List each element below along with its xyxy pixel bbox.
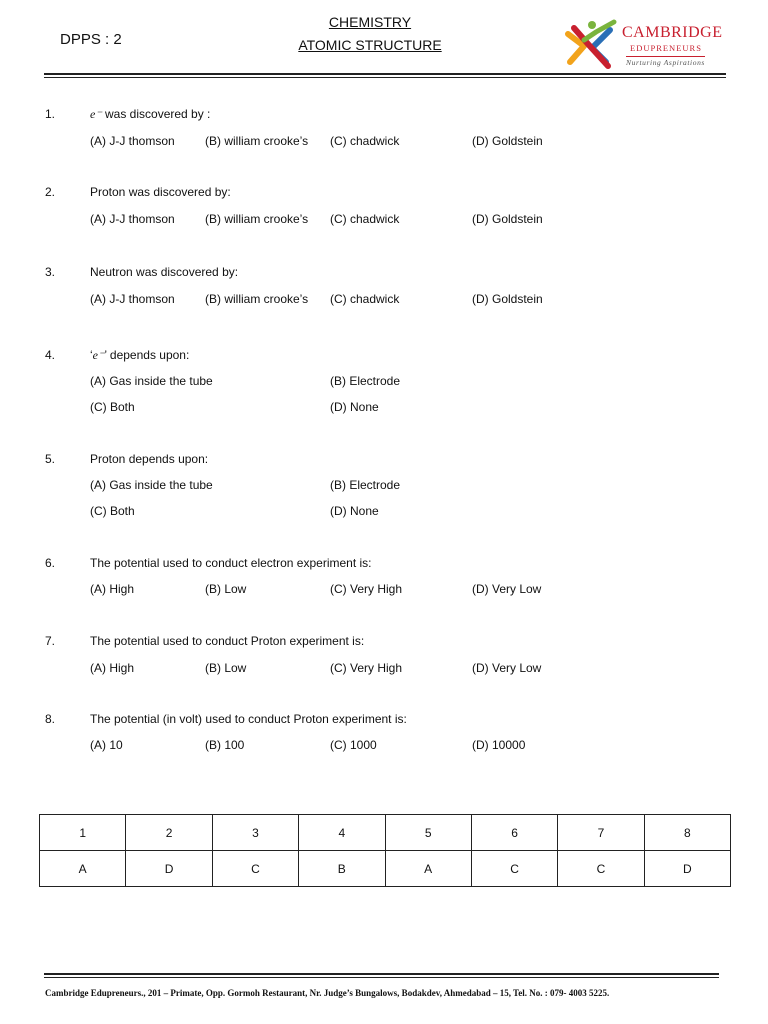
header-rule <box>44 73 726 75</box>
question-text: Proton depends upon: <box>90 452 209 466</box>
option-d: (D) Goldstein <box>472 292 543 306</box>
answer-key-number: 3 <box>212 815 298 851</box>
option-d: (D) Very Low <box>472 582 542 596</box>
option-c: (C) 1000 <box>330 738 377 752</box>
option-b: (B) Electrode <box>330 374 401 388</box>
option-a: (A) J-J thomson <box>90 134 175 148</box>
logo-tagline: Nurturing Aspirations <box>626 58 705 67</box>
answer-key-number: 4 <box>299 815 385 851</box>
question-text: The potential (in volt) used to conduct Proton experiment is: <box>90 712 407 726</box>
answer-key-answer: A <box>40 851 126 887</box>
option-c: (C) Both <box>90 400 135 414</box>
answer-key-numbers-row <box>40 815 731 851</box>
footer-rule <box>44 973 719 975</box>
option-d: (D) Goldstein <box>472 134 543 148</box>
logo-subtitle: EDUPRENEURS <box>630 43 702 53</box>
logo-figure-icon <box>562 16 620 74</box>
question-text: The potential used to conduct electron experiment is: <box>90 556 372 570</box>
question-text: Neutron was discovered by: <box>90 265 239 279</box>
option-a: (A) Gas inside the tube <box>90 478 213 492</box>
option-a: (A) 10 <box>90 738 123 752</box>
option-d: (D) 10000 <box>472 738 526 752</box>
electron-symbol: e⁻ <box>92 348 105 362</box>
option-a: (A) Gas inside the tube <box>90 374 213 388</box>
option-b: (B) Low <box>205 661 247 675</box>
option-d: (D) Very Low <box>472 661 542 675</box>
question-number: 1. <box>45 107 56 121</box>
question-number: 2. <box>45 185 56 199</box>
answer-key-answer: C <box>471 851 557 887</box>
answer-key-number: 2 <box>126 815 212 851</box>
answer-key-number: 5 <box>385 815 471 851</box>
option-a: (A) High <box>90 582 135 596</box>
question-text: The potential used to conduct Proton experiment is: <box>90 634 365 648</box>
question-text: e⁻ was discovered by : <box>90 107 211 121</box>
answer-key-number: 1 <box>40 815 126 851</box>
answer-key-answer: D <box>126 851 212 887</box>
option-b: (B) Low <box>205 582 247 596</box>
electron-symbol: e⁻ <box>90 107 102 121</box>
header-rule-thin <box>44 77 726 78</box>
cambridge-logo <box>562 16 732 74</box>
answer-key-answer: B <box>299 851 385 887</box>
question-text: Proton was discovered by: <box>90 185 231 199</box>
option-c: (C) Both <box>90 504 135 518</box>
option-c: (C) Very High <box>330 582 403 596</box>
option-d: (D) Goldstein <box>472 212 543 226</box>
chapter-title: ATOMIC STRUCTURE <box>298 37 442 53</box>
answer-key-table <box>39 814 731 887</box>
option-c: (C) chadwick <box>330 292 400 306</box>
question-number: 3. <box>45 265 56 279</box>
answer-key-answer: D <box>644 851 730 887</box>
option-b: (B) Electrode <box>330 478 401 492</box>
answer-key-number: 6 <box>471 815 557 851</box>
answer-key-number: 7 <box>558 815 644 851</box>
question-number: 8. <box>45 712 56 726</box>
answer-key-answer: C <box>558 851 644 887</box>
option-d: (D) None <box>330 504 379 518</box>
footer-address: Cambridge Edupreneurs., 201 – Primate, Opp. Gormoh Restaurant, Nr. Judge’s Bungalows, Bodakdev, Ahmedabad – 15, Tel. No. : 079- 4003 5225. <box>45 988 610 998</box>
answer-key-number: 8 <box>644 815 730 851</box>
dpps-label: DPPS : 2 <box>60 31 122 48</box>
option-b: (B) william crooke’s <box>205 134 309 148</box>
option-c: (C) Very High <box>330 661 403 675</box>
option-c: (C) chadwick <box>330 134 400 148</box>
answer-key-answers-row <box>40 851 731 887</box>
option-b: (B) william crooke’s <box>205 212 309 226</box>
question-number: 7. <box>45 634 56 648</box>
option-b: (B) 100 <box>205 738 245 752</box>
question-number: 4. <box>45 348 56 362</box>
answer-key-answer: C <box>212 851 298 887</box>
question-text: ‘e⁻’ depends upon: <box>90 348 190 362</box>
subject-title: CHEMISTRY <box>328 14 412 30</box>
question-number: 5. <box>45 452 56 466</box>
option-a: (A) J-J thomson <box>90 292 175 306</box>
answer-key-answer: A <box>385 851 471 887</box>
option-a: (A) High <box>90 661 135 675</box>
option-c: (C) chadwick <box>330 212 400 226</box>
option-a: (A) J-J thomson <box>90 212 175 226</box>
logo-name: CAMBRIDGE <box>622 24 723 41</box>
option-b: (B) william crooke’s <box>205 292 309 306</box>
question-number: 6. <box>45 556 56 570</box>
option-d: (D) None <box>330 400 379 414</box>
footer-rule-thin <box>44 977 719 978</box>
